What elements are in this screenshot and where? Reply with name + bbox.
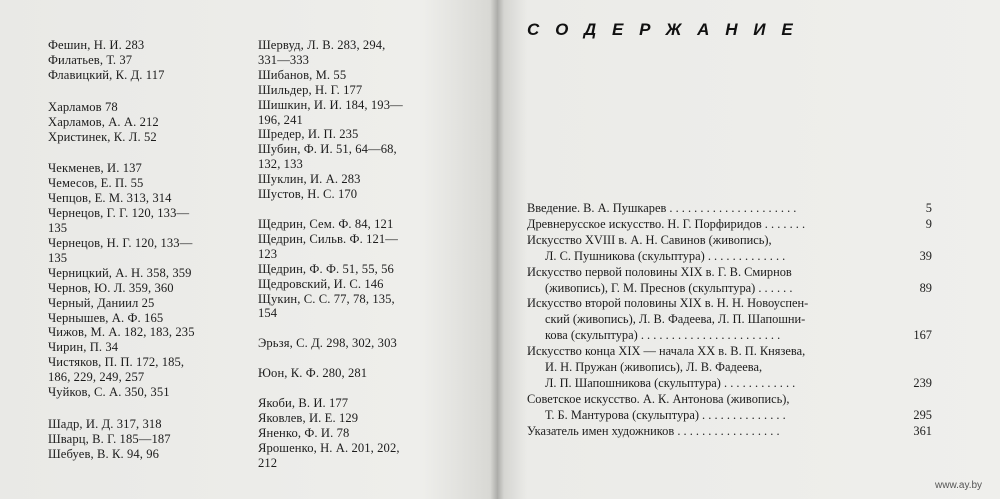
toc-entry xyxy=(527,296,932,344)
index-group xyxy=(48,161,238,400)
index-entry: 132, 133 xyxy=(258,157,303,172)
index-group xyxy=(258,366,443,381)
toc-entry-text xyxy=(527,265,894,297)
toc-line: И. Н. Пружан (живопись), Л. В. Фадеева, xyxy=(545,360,763,375)
index-entry: Щедрин, Ф. Ф. 51, 55, 56 xyxy=(258,261,394,276)
index-entry: Черницкий, А. Н. 358, 359 xyxy=(48,265,192,280)
toc-line: Указатель имен художников . . . . . . . . . . . . . . . . . xyxy=(527,423,780,438)
table-of-contents xyxy=(527,201,932,440)
toc-entry-text xyxy=(527,424,894,440)
toc-page-number: 167 xyxy=(913,328,932,343)
index-entry: 135 xyxy=(48,221,68,236)
index-entry: Чистяков, П. П. 172, 185, xyxy=(48,355,185,370)
index-entry: Чижов, М. А. 182, 183, 235 xyxy=(48,325,195,340)
toc-page-number: 239 xyxy=(913,375,932,390)
toc-entry xyxy=(527,265,932,297)
index-entry: Шервуд, Л. В. 283, 294, xyxy=(258,38,386,52)
index-entry: Чирин, П. 34 xyxy=(48,340,119,355)
toc-line: Введение. В. А. Пушкарев . . . . . . . . . . . . . . . . . . . . . xyxy=(527,201,797,215)
toc-entry xyxy=(527,217,932,233)
index-entry: Яненко, Ф. И. 78 xyxy=(258,425,350,440)
watermark: www.ay.by xyxy=(935,480,983,491)
index-group xyxy=(258,336,443,351)
index-entry: Чемесов, Е. П. 55 xyxy=(48,176,144,191)
toc-line: Искусство XVIII в. А. Н. Савинов (живопись), xyxy=(527,232,772,247)
index-group xyxy=(258,38,443,202)
toc-entry-text xyxy=(527,217,894,233)
toc-line: Искусство второй половины XIX в. Н. Н. Новоуспен- xyxy=(527,296,809,311)
index-entry: 123 xyxy=(258,246,278,261)
toc-entry xyxy=(527,201,932,217)
index-entry: Черный, Даниил 25 xyxy=(48,295,155,310)
toc-title: СОДЕРЖАНИЕ xyxy=(527,20,809,39)
index-entry: Флавицкий, К. Д. 117 xyxy=(48,67,165,82)
toc-line: Л. С. Пушникова (скульптура) . . . . . . . . . . . . . xyxy=(545,248,786,263)
index-entry: Чернышев, А. Ф. 165 xyxy=(48,310,164,325)
index-entry: Щукин, С. С. 77, 78, 135, xyxy=(258,291,395,306)
index-entry: Харламов, А. А. 212 xyxy=(48,114,159,129)
index-entry: Филатьев, Т. 37 xyxy=(48,52,133,67)
toc-page-number: 9 xyxy=(925,216,932,231)
index-entry: Чекменев, И. 137 xyxy=(48,161,142,176)
index-entry: Фешин, Н. И. 283 xyxy=(48,38,145,52)
left-page xyxy=(0,0,497,499)
index-entry: Шредер, И. П. 235 xyxy=(258,127,359,142)
toc-line: Искусство первой половины XIX в. Г. В. Смирнов xyxy=(527,264,792,279)
index-entry: 331—333 xyxy=(258,52,310,67)
index-entry: Чернецов, Н. Г. 120, 133— xyxy=(48,235,193,250)
index-entry: Юон, К. Ф. 280, 281 xyxy=(258,366,368,381)
index-entry: 212 xyxy=(258,455,278,470)
index-entry: Шустов, Н. С. 170 xyxy=(258,187,358,202)
index-entry: 196, 241 xyxy=(258,112,303,127)
toc-entry-text xyxy=(527,296,894,344)
index-group xyxy=(48,38,238,83)
index-entry: Шильдер, Н. Г. 177 xyxy=(258,82,363,97)
toc-entry-text xyxy=(527,201,894,217)
toc-entry xyxy=(527,344,932,392)
index-entry: Щедрин, Сильв. Ф. 121— xyxy=(258,231,398,246)
toc-line: Древнерусское искусство. Н. Г. Порфиридов . . . . . . . xyxy=(527,216,806,231)
toc-line: Л. П. Шапошникова (скульптура) . . . . . . . . . . . . xyxy=(545,375,796,390)
index-group xyxy=(258,396,443,471)
index-entry: Шибанов, М. 55 xyxy=(258,67,347,82)
index-entry: Щедровский, И. С. 146 xyxy=(258,276,384,291)
index-entry: Чуйков, С. А. 350, 351 xyxy=(48,385,170,400)
index-entry: Чепцов, Е. М. 313, 314 xyxy=(48,191,172,206)
index-column-1 xyxy=(48,38,238,479)
index-entry: Яковлев, И. Е. 129 xyxy=(258,411,359,426)
index-group xyxy=(48,417,238,462)
book-gutter xyxy=(490,0,504,499)
index-entry: Шебуев, В. К. 94, 96 xyxy=(48,446,160,461)
index-entry: 135 xyxy=(48,250,68,265)
index-entry: 186, 229, 249, 257 xyxy=(48,370,145,385)
toc-page-number: 5 xyxy=(925,201,932,215)
index-entry: Чернецов, Г. Г. 120, 133— xyxy=(48,206,190,221)
index-entry: Шварц, В. Г. 185—187 xyxy=(48,431,171,446)
index-group xyxy=(48,100,238,145)
toc-line: кова (скульптура) . . . . . . . . . . . . . . . . . . . . . . . xyxy=(545,328,781,343)
index-entry: Щедрин, Сем. Ф. 84, 121 xyxy=(258,216,394,231)
toc-line: ский (живопись), Л. В. Фадеева, Л. П. Шапошни- xyxy=(545,312,806,327)
toc-line: Советское искусство. А. К. Антонова (живопись), xyxy=(527,391,790,406)
toc-page-number: 89 xyxy=(919,280,932,295)
toc-page-number: 39 xyxy=(919,248,932,263)
index-entry: Ярошенко, Н. А. 201, 202, xyxy=(258,440,400,455)
toc-entry xyxy=(527,424,932,440)
index-column-2 xyxy=(258,38,443,486)
index-entry: Чернов, Ю. Л. 359, 360 xyxy=(48,280,174,295)
index-entry: Шишкин, И. И. 184, 193— xyxy=(258,97,403,112)
index-entry: 154 xyxy=(258,306,278,321)
index-group xyxy=(258,217,443,321)
index-entry: Харламов 78 xyxy=(48,99,118,114)
index-entry: Шубин, Ф. И. 51, 64—68, xyxy=(258,142,397,157)
index-entry: Якоби, В. И. 177 xyxy=(258,396,349,411)
toc-line: Т. Б. Мантурова (скульптура) . . . . . . . . . . . . . . xyxy=(545,407,786,422)
toc-line: Искусство конца XIX — начала XX в. В. П. Князева, xyxy=(527,344,806,359)
toc-line: (живопись), Г. М. Преснов (скульптура) . . . . . . xyxy=(545,280,793,295)
index-entry: Шуклин, И. А. 283 xyxy=(258,172,361,187)
index-entry: Шадр, И. Д. 317, 318 xyxy=(48,416,162,431)
toc-entry-text xyxy=(527,344,894,392)
toc-entry xyxy=(527,392,932,424)
index-entry: Христинек, К. Л. 52 xyxy=(48,129,157,144)
index-entry: Эрьзя, С. Д. 298, 302, 303 xyxy=(258,336,397,351)
toc-entry-text xyxy=(527,392,894,424)
toc-entry-text xyxy=(527,233,894,265)
toc-page-number: 295 xyxy=(913,407,932,422)
toc-entry xyxy=(527,233,932,265)
toc-page-number: 361 xyxy=(913,423,932,438)
